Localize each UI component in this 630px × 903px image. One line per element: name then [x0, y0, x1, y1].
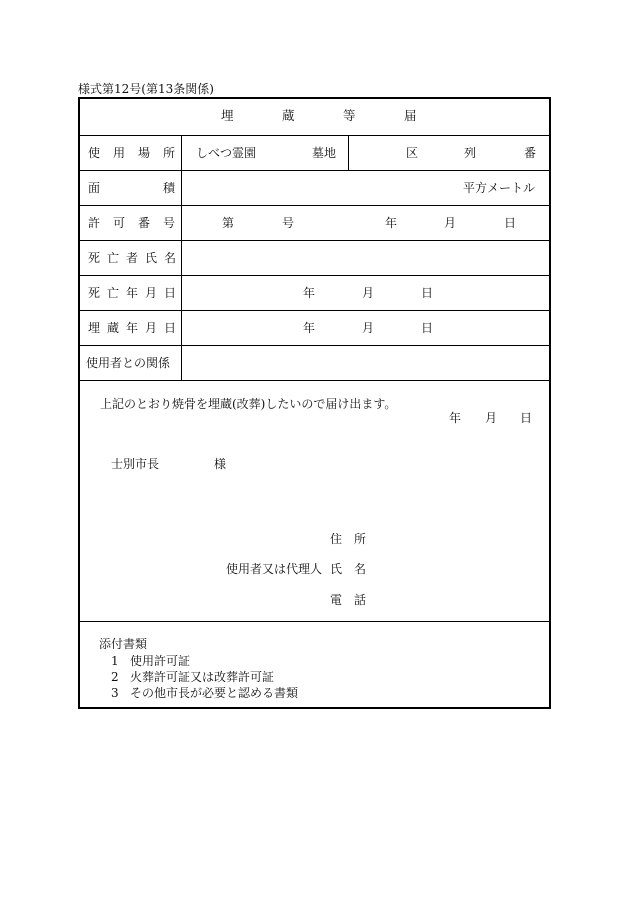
- relation-label-cell: [80, 346, 182, 380]
- death-date-label: 月: [145, 286, 158, 300]
- phone-label-1: 電: [330, 593, 343, 607]
- declaration-date-month: 月: [485, 411, 498, 425]
- site-label-cell: [80, 136, 182, 170]
- permit-number-suffix: 号: [282, 216, 295, 230]
- burial-notification-form: [78, 97, 551, 709]
- attachments-heading: 添付書類: [99, 637, 148, 651]
- declaration-date-year: 年: [449, 411, 462, 425]
- address-label-2: 所: [354, 532, 367, 546]
- declaration-statement: 上記のとおり焼骨を埋蔵(改葬)したいので届け出ます。: [100, 397, 397, 411]
- permit-date-day: 日: [504, 216, 517, 230]
- form-title-row: [80, 99, 549, 135]
- form-title-char: 届: [404, 108, 417, 123]
- site-label: 所: [163, 146, 176, 160]
- section-ban: 番: [524, 146, 537, 160]
- form-title-char: 蔵: [282, 108, 295, 123]
- permit-label: 可: [113, 216, 126, 230]
- deceased-name-label-cell: [80, 241, 182, 275]
- relation-label: 使用者との関係: [86, 356, 171, 370]
- area-label-cell: [80, 171, 182, 205]
- permit-label-cell: [80, 206, 182, 240]
- addressee-honorific: 様: [214, 457, 227, 471]
- relation-row: [80, 345, 549, 380]
- burial-date-label-cell: [80, 311, 182, 345]
- area-label: 積: [163, 181, 176, 195]
- form-title-char: 等: [343, 108, 356, 123]
- burial-date-label: 年: [126, 321, 139, 335]
- permit-date-month: 月: [444, 216, 457, 230]
- area-row: [80, 170, 549, 205]
- attachment-item: その他市長が必要と認める書類: [130, 686, 299, 700]
- form-number-caption: 様式第12号(第13条関係): [78, 82, 214, 96]
- burial-date-row: [80, 310, 549, 345]
- death-date-label-cell: [80, 276, 182, 310]
- permit-number-prefix: 第: [222, 216, 235, 230]
- permit-row: [80, 205, 549, 240]
- attachment-number: 2: [111, 670, 119, 684]
- permit-date-year: 年: [385, 216, 398, 230]
- section-retsu: 列: [464, 146, 477, 160]
- declaration-date-day: 日: [520, 411, 533, 425]
- burial-date-label: 日: [164, 321, 177, 335]
- death-date-label: 死: [88, 286, 101, 300]
- death-date-day: 日: [421, 286, 434, 300]
- area-label: 面: [88, 181, 101, 195]
- permit-label: 号: [163, 216, 176, 230]
- area-unit: 平方メートル: [463, 181, 536, 195]
- deceased-name-row: [80, 240, 549, 275]
- permit-label: 番: [138, 216, 151, 230]
- attachment-item: 火葬許可証又は改葬許可証: [130, 670, 275, 684]
- applicant-role: 使用者又は代理人: [226, 562, 323, 576]
- address-label-1: 住: [330, 532, 343, 546]
- name-label-2: 名: [354, 562, 367, 576]
- section-ku: 区: [406, 146, 419, 160]
- attachment-number: 3: [111, 686, 119, 700]
- deceased-name-label: 死: [88, 251, 101, 265]
- death-date-label: 亡: [107, 286, 120, 300]
- attachments-section: [80, 621, 549, 709]
- burial-date-label: 月: [145, 321, 158, 335]
- name-label-1: 氏: [330, 562, 343, 576]
- cemetery-suffix: 墓地: [312, 146, 337, 160]
- burial-date-label: 蔵: [107, 321, 120, 335]
- death-date-year: 年: [303, 286, 316, 300]
- site-label: 用: [113, 146, 126, 160]
- burial-date-year: 年: [303, 321, 316, 335]
- site-label: 場: [138, 146, 151, 160]
- death-date-row: [80, 275, 549, 310]
- deceased-name-label: 亡: [107, 251, 120, 265]
- cemetery-name: しべつ霊園: [196, 146, 257, 160]
- death-date-label: 年: [126, 286, 139, 300]
- deceased-name-label: 氏: [145, 251, 158, 265]
- permit-label: 許: [88, 216, 101, 230]
- declaration-section: [80, 380, 549, 621]
- site-label: 使: [88, 146, 101, 160]
- burial-date-month: 月: [362, 321, 375, 335]
- attachment-item: 使用許可証: [130, 654, 191, 668]
- burial-date-label: 埋: [88, 321, 101, 335]
- form-title-char: 埋: [221, 108, 234, 123]
- burial-date-day: 日: [421, 321, 434, 335]
- attachment-number: 1: [111, 654, 119, 668]
- death-date-month: 月: [362, 286, 375, 300]
- deceased-name-label: 者: [126, 251, 139, 265]
- site-row: [80, 135, 549, 170]
- death-date-label: 日: [164, 286, 177, 300]
- addressee-mayor: 士別市長: [111, 457, 160, 471]
- deceased-name-label: 名: [164, 251, 177, 265]
- phone-label-2: 話: [354, 593, 367, 607]
- site-divider: [348, 136, 349, 170]
